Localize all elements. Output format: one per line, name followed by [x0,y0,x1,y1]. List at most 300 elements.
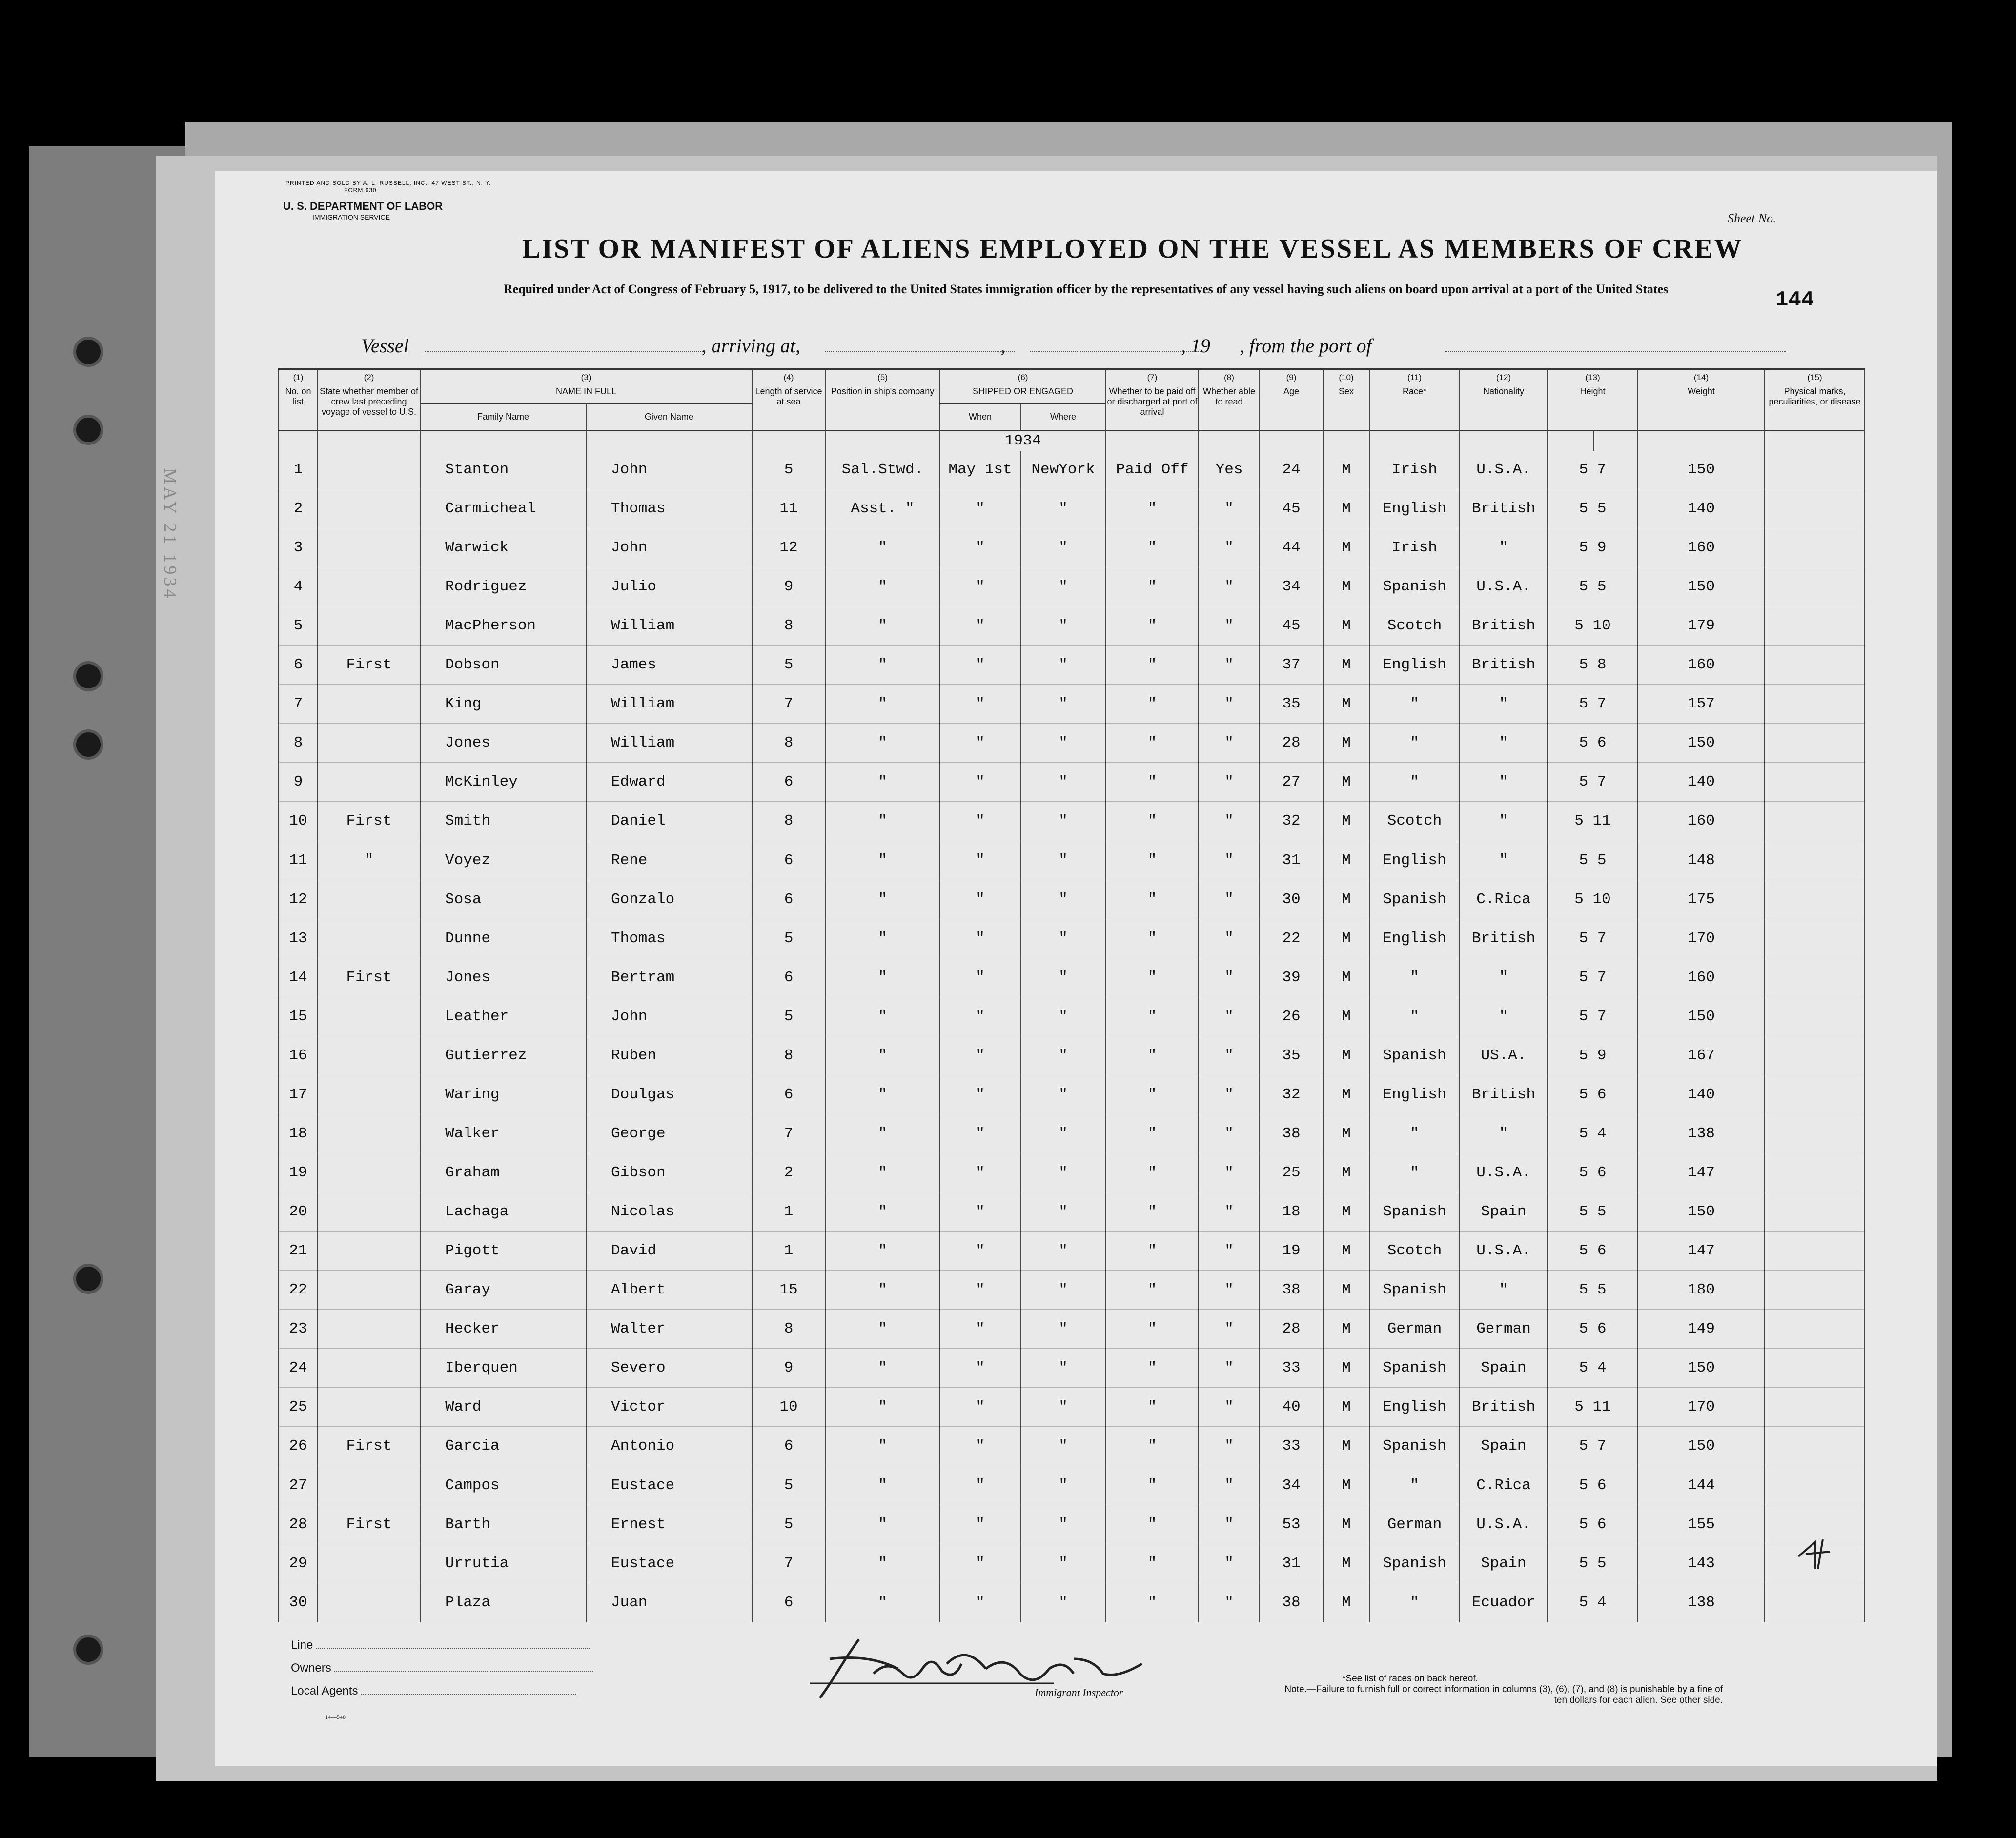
height-cell: 5 6 [1548,1505,1638,1544]
column-label: No. on list [285,386,311,406]
position-cell: " [825,919,940,958]
sex-cell: M [1323,763,1369,802]
previous-voyage-cell [318,997,420,1036]
line-label-text: Line [291,1638,313,1652]
weight-cell: 149 [1638,1310,1765,1349]
height-cell: 5 6 [1548,1153,1638,1192]
height-cell: 5 6 [1548,724,1638,763]
race-cell: Spanish [1369,1427,1460,1466]
header-given-name: Given Name [586,404,752,430]
able-to-read-cell: " [1199,1075,1260,1114]
sex-cell: M [1323,1544,1369,1583]
position-cell: " [825,841,940,880]
shipped-where-cell: " [1020,1349,1106,1388]
arriving-label: , arriving at, [701,335,800,357]
table-row [279,528,1865,567]
nationality-cell: Spain [1460,1192,1548,1232]
previous-voyage-cell [318,1075,420,1114]
shipped-when-cell: " [940,1388,1020,1427]
sheet-number-label: Sheet No. [1728,211,1776,225]
sex-cell: M [1323,646,1369,685]
race-cell: English [1369,919,1460,958]
weight-cell: 147 [1638,1232,1765,1271]
given-name-cell: Thomas [586,489,752,528]
given-name-cell: David [586,1232,752,1271]
local-agents-label-text: Local Agents [291,1684,358,1697]
nationality-cell: " [1460,1271,1548,1310]
shipped-when-cell: " [940,841,1020,880]
weight-cell: 150 [1638,451,1765,489]
given-name-cell: Nicolas [586,1192,752,1232]
weight-cell: 150 [1638,567,1765,606]
service-length-cell: 10 [752,1388,825,1427]
age-cell: 25 [1260,1153,1323,1192]
sex-cell: M [1323,841,1369,880]
paid-off-cell: " [1106,646,1199,685]
height-cell: 5 6 [1548,1232,1638,1271]
family-name-cell: Garcia [420,1427,586,1466]
position-cell: " [825,1036,940,1075]
shipped-where-cell: " [1020,958,1106,997]
age-cell: 38 [1260,1271,1323,1310]
race-cell: German [1369,1310,1460,1349]
race-cell: " [1369,685,1460,724]
height-cell: 5 10 [1548,880,1638,919]
able-to-read-cell: " [1199,1153,1260,1192]
weight-cell: 175 [1638,880,1765,919]
shipped-where-cell: " [1020,1153,1106,1192]
previous-voyage-cell [318,1466,420,1505]
service-length-cell: 1 [752,1192,825,1232]
shipped-where-cell: " [1020,489,1106,528]
physical-marks-cell [1765,1310,1865,1349]
family-name-cell: Gutierrez [420,1036,586,1075]
shipped-where-cell: " [1020,1310,1106,1349]
family-name-cell: Warwick [420,528,586,567]
table-row [279,1466,1865,1505]
age-cell: 45 [1260,489,1323,528]
age-cell: 31 [1260,841,1323,880]
given-name-cell: Edward [586,763,752,802]
header-shipped-or-engaged [940,369,1106,404]
date-separator: , [1000,335,1005,357]
age-cell: 38 [1260,1583,1323,1622]
shipped-when-cell: " [940,997,1020,1036]
height-cell: 5 6 [1548,1466,1638,1505]
previous-voyage-cell [318,880,420,919]
nationality-cell: U.S.A. [1460,567,1548,606]
year-label: , 19 [1181,335,1210,357]
service-length-cell: 6 [752,1075,825,1114]
shipped-where-cell: " [1020,841,1106,880]
local-agents-label [291,1684,576,1698]
shipped-where-cell: " [1020,919,1106,958]
age-cell: 27 [1260,763,1323,802]
position-cell: " [825,1310,940,1349]
family-name-cell: Barth [420,1505,586,1544]
previous-voyage-cell [318,1153,420,1192]
given-name-cell: Rene [586,841,752,880]
weight-cell: 150 [1638,724,1765,763]
shipped-where-cell: " [1020,528,1106,567]
paid-off-cell: " [1106,1192,1199,1232]
race-cell: " [1369,763,1460,802]
nationality-cell: " [1460,1114,1548,1153]
nationality-cell: U.S.A. [1460,1153,1548,1192]
table-row [279,1075,1865,1114]
previous-voyage-cell [318,451,420,489]
sex-cell: M [1323,489,1369,528]
physical-marks-cell [1765,997,1865,1036]
date-stamp: MAY 21 1934 [161,468,180,601]
previous-voyage-cell [318,1544,420,1583]
sheet-number-value: 144 [1775,288,1814,312]
arrival-date-field[interactable] [1030,351,1201,352]
position-cell: " [825,1427,940,1466]
year-row [279,430,1865,451]
nationality-cell: " [1460,685,1548,724]
header-list-number [279,369,318,430]
row-number-cell: 17 [279,1075,318,1114]
sex-cell: M [1323,606,1369,646]
row-number-cell: 12 [279,880,318,919]
row-number-cell: 30 [279,1583,318,1622]
paid-off-cell: " [1106,724,1199,763]
family-name-cell: Graham [420,1153,586,1192]
weight-cell: 160 [1638,802,1765,841]
race-cell: Irish [1369,528,1460,567]
shipped-when-cell: " [940,489,1020,528]
row-number-cell: 27 [279,1466,318,1505]
height-cell: 5 5 [1548,489,1638,528]
row-number-cell: 10 [279,802,318,841]
shipped-where-cell: " [1020,724,1106,763]
position-cell: " [825,1466,940,1505]
service-length-cell: 6 [752,880,825,919]
row-number-cell: 28 [279,1505,318,1544]
previous-voyage-cell: First [318,646,420,685]
previous-voyage-cell [318,1192,420,1232]
height-cell: 5 8 [1548,646,1638,685]
race-cell: " [1369,958,1460,997]
paid-off-cell: " [1106,1114,1199,1153]
position-cell: " [825,685,940,724]
header-able-to-read [1199,369,1260,430]
shipped-when-cell: " [940,646,1020,685]
race-cell: Spanish [1369,567,1460,606]
race-cell: Scotch [1369,1232,1460,1271]
height-cell: 5 11 [1548,1388,1638,1427]
service-length-cell: 5 [752,451,825,489]
weight-cell: 138 [1638,1583,1765,1622]
race-cell: " [1369,1583,1460,1622]
position-cell: " [825,724,940,763]
previous-voyage-cell: First [318,1505,420,1544]
physical-marks-cell [1765,1153,1865,1192]
nationality-cell: U.S.A. [1460,1232,1548,1271]
header-length-of-service [752,369,825,430]
physical-marks-cell [1765,1388,1865,1427]
paid-off-cell: " [1106,606,1199,646]
paid-off-cell: " [1106,1271,1199,1310]
race-cell: Scotch [1369,606,1460,646]
table-row [279,802,1865,841]
family-name-cell: King [420,685,586,724]
table-row [279,451,1865,489]
given-name-cell: Walter [586,1310,752,1349]
family-name-cell: Leather [420,997,586,1036]
header-when: When [940,404,1020,430]
sex-cell: M [1323,919,1369,958]
table-row [279,1583,1865,1622]
punch-hole-icon [73,415,103,445]
position-cell: " [825,997,940,1036]
column-label: Position in ship's company [831,386,935,396]
family-name-cell: Sosa [420,880,586,919]
height-cell: 5 7 [1548,919,1638,958]
sex-cell: M [1323,1310,1369,1349]
previous-voyage-cell [318,724,420,763]
race-cell: " [1369,1466,1460,1505]
service-length-cell: 8 [752,802,825,841]
header-sex [1323,369,1369,430]
row-number-cell: 20 [279,1192,318,1232]
able-to-read-cell: " [1199,997,1260,1036]
column-label: Length of service at sea [755,386,822,406]
table-row [279,1192,1865,1232]
sex-cell: M [1323,1075,1369,1114]
previous-voyage-cell [318,606,420,646]
sex-cell: M [1323,997,1369,1036]
sex-cell: M [1323,958,1369,997]
nationality-cell: U.S.A. [1460,451,1548,489]
weight-cell: 179 [1638,606,1765,646]
age-cell: 39 [1260,958,1323,997]
given-name-cell: John [586,997,752,1036]
row-number-cell: 2 [279,489,318,528]
from-port-field[interactable] [1445,351,1786,352]
paid-off-cell: " [1106,1544,1199,1583]
family-name-cell: MacPherson [420,606,586,646]
paid-off-cell: " [1106,1388,1199,1427]
height-cell: 5 7 [1548,763,1638,802]
position-cell: " [825,1114,940,1153]
nationality-cell: British [1460,919,1548,958]
nationality-cell: British [1460,646,1548,685]
paid-off-cell: " [1106,1583,1199,1622]
previous-voyage-cell [318,567,420,606]
physical-marks-cell [1765,685,1865,724]
weight-cell: 147 [1638,1153,1765,1192]
weight-cell: 140 [1638,489,1765,528]
height-cell: 5 7 [1548,958,1638,997]
row-number-cell: 5 [279,606,318,646]
given-name-cell: Ernest [586,1505,752,1544]
physical-marks-cell [1765,451,1865,489]
header-race [1369,369,1460,430]
column-label: SHIPPED OR ENGAGED [972,386,1074,396]
able-to-read-cell: " [1199,1349,1260,1388]
family-name-cell: Stanton [420,451,586,489]
position-cell: " [825,606,940,646]
weight-cell: 140 [1638,1075,1765,1114]
shipped-when-cell: " [940,1310,1020,1349]
position-cell: Sal.Stwd. [825,451,940,489]
physical-marks-cell [1765,763,1865,802]
previous-voyage-cell [318,1583,420,1622]
able-to-read-cell: " [1199,1271,1260,1310]
given-name-cell: John [586,528,752,567]
service-length-cell: 6 [752,958,825,997]
nationality-cell: " [1460,763,1548,802]
punch-hole-icon [73,337,103,367]
weight-cell: 143 [1638,1544,1765,1583]
shipped-when-cell: " [940,1505,1020,1544]
header-age [1260,369,1323,430]
paid-off-cell: " [1106,1349,1199,1388]
shipped-when-cell: " [940,724,1020,763]
nationality-cell: " [1460,528,1548,567]
sex-cell: M [1323,1505,1369,1544]
shipped-where-cell: " [1020,1427,1106,1466]
service-length-cell: 8 [752,606,825,646]
height-cell: 5 6 [1548,1310,1638,1349]
column-number: (1) [293,373,304,382]
position-cell: " [825,567,940,606]
service-length-cell: 1 [752,1232,825,1271]
column-label: Whether able to read [1202,386,1256,406]
physical-marks-cell [1765,1192,1865,1232]
position-cell: " [825,1349,940,1388]
row-number-cell: 25 [279,1388,318,1427]
previous-voyage-cell [318,1232,420,1271]
weight-cell: 150 [1638,1427,1765,1466]
given-name-cell: Ruben [586,1036,752,1075]
vessel-field[interactable] [425,351,703,352]
table-row [279,1388,1865,1427]
shipped-when-cell: " [940,685,1020,724]
physical-marks-cell [1765,1349,1865,1388]
department-name: U. S. DEPARTMENT OF LABOR [283,200,443,212]
column-number: (4) [783,373,794,382]
paid-off-cell: " [1106,1153,1199,1192]
column-number: (2) [364,373,374,382]
arrival-port-field[interactable] [825,351,1015,352]
column-label: Sex [1339,386,1354,396]
table-row [279,1427,1865,1466]
physical-marks-cell [1765,802,1865,841]
previous-voyage-cell [318,1388,420,1427]
physical-marks-cell [1765,1232,1865,1271]
family-name-cell: Pigott [420,1232,586,1271]
age-cell: 19 [1260,1232,1323,1271]
given-name-cell: George [586,1114,752,1153]
paid-off-cell: " [1106,1310,1199,1349]
service-length-cell: 8 [752,724,825,763]
age-cell: 38 [1260,1114,1323,1153]
position-cell: " [825,1153,940,1192]
able-to-read-cell: " [1199,606,1260,646]
family-name-cell: Dunne [420,919,586,958]
given-name-cell: Antonio [586,1427,752,1466]
row-number-cell: 11 [279,841,318,880]
row-number-cell: 24 [279,1349,318,1388]
height-cell: 5 4 [1548,1349,1638,1388]
height-cell: 5 6 [1548,1075,1638,1114]
table-row [279,685,1865,724]
tally-mark [1796,1537,1835,1571]
column-number: (14) [1693,373,1709,382]
table-row [279,1544,1865,1583]
family-name-cell: Rodriguez [420,567,586,606]
column-number: (10) [1339,373,1354,382]
race-cell: " [1369,997,1460,1036]
paid-off-cell: " [1106,919,1199,958]
race-cell: English [1369,489,1460,528]
inspector-signature [800,1630,1171,1713]
able-to-read-cell: " [1199,880,1260,919]
row-number-cell: 26 [279,1427,318,1466]
able-to-read-cell: " [1199,1232,1260,1271]
row-number-cell: 29 [279,1544,318,1583]
printer-imprint [285,180,491,194]
able-to-read-cell: " [1199,1310,1260,1349]
penalty-note: Note.—Failure to furnish full or correct information in columns (3), (6), (7), and (8) is punishable by a fine of ten dollars for each alien. See other side. [1284,1684,1723,1705]
column-number: (11) [1407,373,1422,382]
shipped-where-cell: " [1020,1544,1106,1583]
able-to-read-cell: " [1199,1505,1260,1544]
previous-voyage-cell [318,919,420,958]
department-heading [283,201,443,222]
race-cell: Spanish [1369,1544,1460,1583]
sex-cell: M [1323,1232,1369,1271]
age-cell: 32 [1260,1075,1323,1114]
shipped-when-cell: " [940,528,1020,567]
height-cell: 5 9 [1548,1036,1638,1075]
age-cell: 35 [1260,685,1323,724]
shipped-where-cell: " [1020,1388,1106,1427]
column-number: (12) [1496,373,1511,382]
punch-hole-icon [73,1264,103,1294]
paid-off-cell: " [1106,489,1199,528]
race-cell: Spanish [1369,880,1460,919]
shipped-when-cell: " [940,802,1020,841]
able-to-read-cell: " [1199,958,1260,997]
sex-cell: M [1323,880,1369,919]
shipped-where-cell: " [1020,1232,1106,1271]
race-cell: Irish [1369,451,1460,489]
race-cell: Spanish [1369,1271,1460,1310]
nationality-cell: C.Rica [1460,880,1548,919]
row-number-cell: 3 [279,528,318,567]
weight-cell: 150 [1638,997,1765,1036]
age-cell: 53 [1260,1505,1323,1544]
able-to-read-cell: " [1199,841,1260,880]
shipped-where-cell: " [1020,1505,1106,1544]
row-number-cell: 15 [279,997,318,1036]
age-cell: 22 [1260,919,1323,958]
family-name-cell: Garay [420,1271,586,1310]
table-row [279,919,1865,958]
sex-cell: M [1323,528,1369,567]
paid-off-cell: " [1106,528,1199,567]
page-title: LIST OR MANIFEST OF ALIENS EMPLOYED ON THE VESSEL AS MEMBERS OF CREW [522,234,1743,264]
paid-off-cell: " [1106,802,1199,841]
height-cell: 5 7 [1548,451,1638,489]
shipped-when-cell: " [940,1271,1020,1310]
weight-cell: 140 [1638,763,1765,802]
column-label: Race* [1403,386,1427,396]
